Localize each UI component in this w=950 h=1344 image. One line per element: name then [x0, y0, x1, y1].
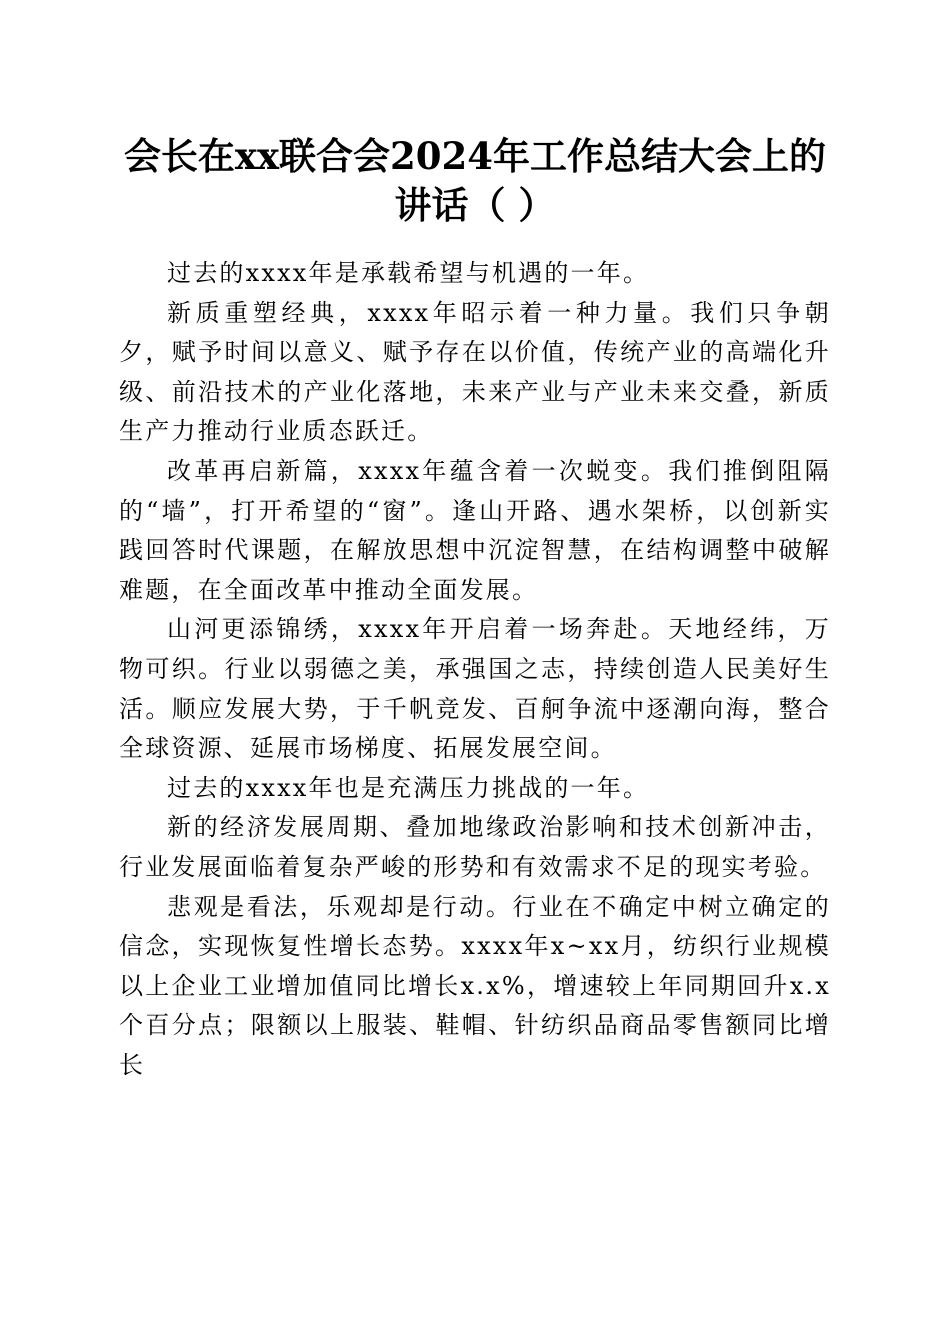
- paragraph: 悲观是看法，乐观却是行动。行业在不确定中树立确定的信念，实现恢复性增长态势。xxxx年x~xx月，纺织行业规模以上企业工业增加值同比增长x.x%，增速较上年同期回升x.x个百分点；限额以上服装、鞋帽、针纺织品商品零售额同比增长: [119, 892, 831, 1079]
- paragraph: 新质重塑经典，xxxx年昭示着一种力量。我们只争朝夕，赋予时间以意义、赋予存在以价值，传统产业的高端化升级、前沿技术的产业化落地，未来产业与产业未来交叠，新质生产力推动行业质态跃迁。: [119, 298, 831, 446]
- document-title: 会长在xx联合会2024年工作总结大会上的讲话（ ）: [123, 134, 827, 227]
- paragraph: 山河更添锦绣，xxxx年开启着一场奔赴。天地经纬，万物可织。行业以弱德之美，承强国之志，持续创造人民美好生活。顺应发展大势，于千帆竞发、百舸争流中逐潮向海，整合全球资源、延展市场梯度、拓展发展空间。: [119, 615, 831, 763]
- paragraph: 过去的xxxx年也是充满压力挑战的一年。: [167, 773, 650, 802]
- paragraph: 新的经济发展周期、叠加地缘政治影响和技术创新冲击，行业发展面临着复杂严峻的形势和有效需求不足的现实考验。: [119, 813, 831, 881]
- paragraph: 改革再启新篇，xxxx年蕴含着一次蜕变。我们推倒阻隔的“墙”，打开希望的“窗”。逢山开路、遇水架桥，以创新实践回答时代课题，在解放思想中沉淀智慧，在结构调整中破解难题，在全面改革中推动全面发展。: [119, 456, 831, 604]
- document-body: [119, 254, 831, 1085]
- paragraph: 过去的xxxx年是承载希望与机遇的一年。: [167, 259, 650, 287]
